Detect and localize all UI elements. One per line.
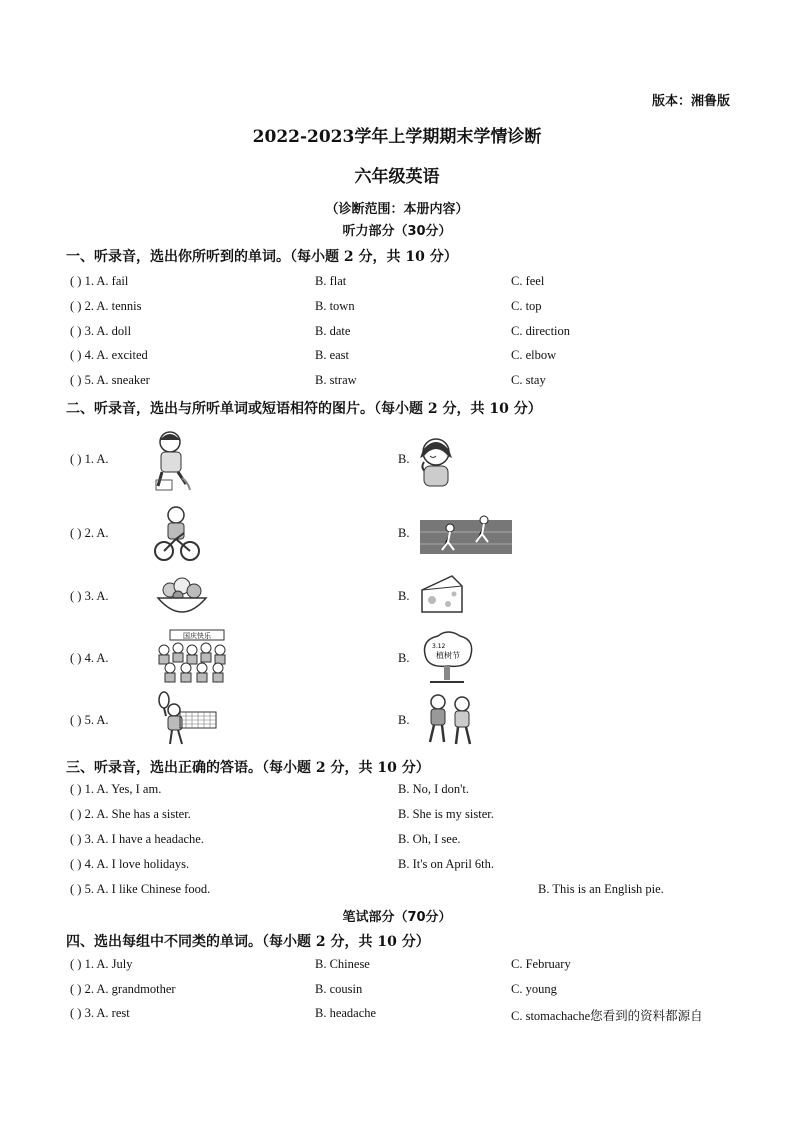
group-child-body bbox=[159, 655, 169, 664]
section4-heading: 四、选出每组中不同类的单词。（每小题 2 分，共 10 分） bbox=[66, 934, 430, 950]
s1-item-4-b: B. east bbox=[315, 348, 350, 362]
listening-part-heading: 听力部分（30分） bbox=[342, 224, 452, 239]
group-child-body bbox=[173, 653, 183, 662]
group-child-head bbox=[187, 645, 197, 655]
group-child-head bbox=[165, 663, 175, 673]
s4-item-3-b: B. headache bbox=[315, 1006, 377, 1020]
boy-riding-bike-picture bbox=[154, 505, 200, 563]
s4-item-1-a: ( ) 1. A. July bbox=[70, 957, 133, 971]
s3-item-5-b: B. This is an English pie. bbox=[538, 882, 664, 896]
group-child-body bbox=[165, 673, 175, 682]
s4-item-3-c: C. stomachache您看到的资料都源自 bbox=[511, 1009, 703, 1023]
s2-item-4-b: B. bbox=[398, 651, 410, 665]
group-child-head bbox=[215, 645, 225, 655]
s2-item-4-a: ( ) 4. A. bbox=[70, 651, 109, 665]
group-child-body bbox=[215, 655, 225, 664]
s1-item-4-a: ( ) 4. A. excited bbox=[70, 348, 148, 362]
edition-label: 版本：湘鲁版 bbox=[651, 94, 730, 109]
section3-heading: 三、听录音，选出正确的答语。（每小题 2 分，共 10 分） bbox=[66, 760, 430, 776]
s1-item-3-c: C. direction bbox=[511, 324, 571, 338]
girl-with-toothache-picture bbox=[414, 432, 460, 488]
group-child-body bbox=[187, 655, 197, 664]
tree-date: 3.12 bbox=[432, 643, 446, 650]
page-title: 2022-2023学年上学期期末学情诊断 bbox=[252, 127, 542, 147]
s2-item-2-b: B. bbox=[398, 526, 410, 540]
s2-item-5-a: ( ) 5. A. bbox=[70, 713, 109, 727]
group-child-head bbox=[197, 663, 207, 673]
s2-item-1-a: ( ) 1. A. bbox=[70, 452, 109, 466]
group-child-body bbox=[181, 673, 191, 682]
s3-item-3-a: ( ) 3. A. I have a headache. bbox=[70, 832, 204, 846]
s4-item-2-a: ( ) 2. A. grandmother bbox=[70, 982, 176, 996]
s3-item-5-a: ( ) 5. A. I like Chinese food. bbox=[70, 882, 211, 896]
section2-heading: 二、听录音，选出与所听单词或短语相符的图片。（每小题 2 分，共 10 分） bbox=[66, 401, 542, 417]
s4-item-2-b: B. cousin bbox=[315, 982, 363, 996]
s4-item-3-a: ( ) 3. A. rest bbox=[70, 1006, 130, 1020]
s1-item-3-b: B. date bbox=[315, 324, 351, 338]
salad-bowl-picture bbox=[156, 574, 208, 618]
s1-item-1-c: C. feel bbox=[511, 274, 545, 288]
s1-item-5-a: ( ) 5. A. sneaker bbox=[70, 373, 150, 387]
s3-item-3-b: B. Oh, I see. bbox=[398, 832, 461, 846]
s3-item-4-b: B. It's on April 6th. bbox=[398, 857, 495, 871]
group-child-head bbox=[201, 643, 211, 653]
s2-item-3-b: B. bbox=[398, 589, 410, 603]
s2-item-1-b: B. bbox=[398, 452, 410, 466]
banner-text: 国庆快乐 bbox=[183, 632, 211, 640]
s4-item-1-b: B. Chinese bbox=[315, 957, 370, 971]
group-child-head bbox=[213, 663, 223, 673]
s1-item-5-c: C. stay bbox=[511, 373, 546, 387]
s3-item-2-b: B. She is my sister. bbox=[398, 807, 494, 821]
children-racing-picture bbox=[420, 512, 512, 556]
s1-item-3-a: ( ) 3. A. doll bbox=[70, 324, 132, 338]
s2-item-5-b: B. bbox=[398, 713, 410, 727]
boy-with-sore-knee-picture bbox=[152, 428, 194, 492]
tree-planting-day-picture bbox=[418, 630, 476, 686]
section1-heading: 一、听录音，选出你所听到的单词。（每小题 2 分，共 10 分） bbox=[66, 249, 458, 265]
s1-item-1-b: B. flat bbox=[315, 274, 347, 288]
s3-item-2-a: ( ) 2. A. She has a sister. bbox=[70, 807, 191, 821]
group-child-head bbox=[159, 645, 169, 655]
children-skating-picture bbox=[424, 692, 476, 748]
group-child-body bbox=[201, 653, 211, 662]
s3-item-1-b: B. No, I don't. bbox=[398, 782, 470, 796]
s1-item-1-a: ( ) 1. A. fail bbox=[70, 274, 129, 288]
s1-item-5-b: B. straw bbox=[315, 373, 357, 387]
group-child-head bbox=[181, 663, 191, 673]
s3-item-1-a: ( ) 1. A. Yes, I am. bbox=[70, 782, 162, 796]
s1-item-2-a: ( ) 2. A. tennis bbox=[70, 299, 142, 313]
written-part-heading: 笔试部分（70分） bbox=[342, 910, 452, 925]
group-child-body bbox=[213, 673, 223, 682]
s1-item-2-b: B. town bbox=[315, 299, 355, 313]
s4-item-1-c: C. February bbox=[511, 957, 571, 971]
s1-item-2-c: C. top bbox=[511, 299, 542, 313]
s1-item-4-c: C. elbow bbox=[511, 348, 557, 362]
page-subtitle: 六年级英语 bbox=[354, 167, 440, 187]
group-child-body bbox=[197, 673, 207, 682]
s4-item-2-c: C. young bbox=[511, 982, 557, 996]
tree-text: 植树节 bbox=[436, 651, 460, 660]
scope-note: （诊断范围：本册内容） bbox=[325, 202, 469, 217]
group-child-head bbox=[173, 643, 183, 653]
girl-playing-tennis-picture bbox=[152, 690, 218, 750]
cheese-picture bbox=[418, 574, 466, 616]
s3-item-4-a: ( ) 4. A. I love holidays. bbox=[70, 857, 190, 871]
s2-item-3-a: ( ) 3. A. bbox=[70, 589, 109, 603]
national-day-group-picture bbox=[156, 628, 238, 686]
s2-item-2-a: ( ) 2. A. bbox=[70, 526, 109, 540]
